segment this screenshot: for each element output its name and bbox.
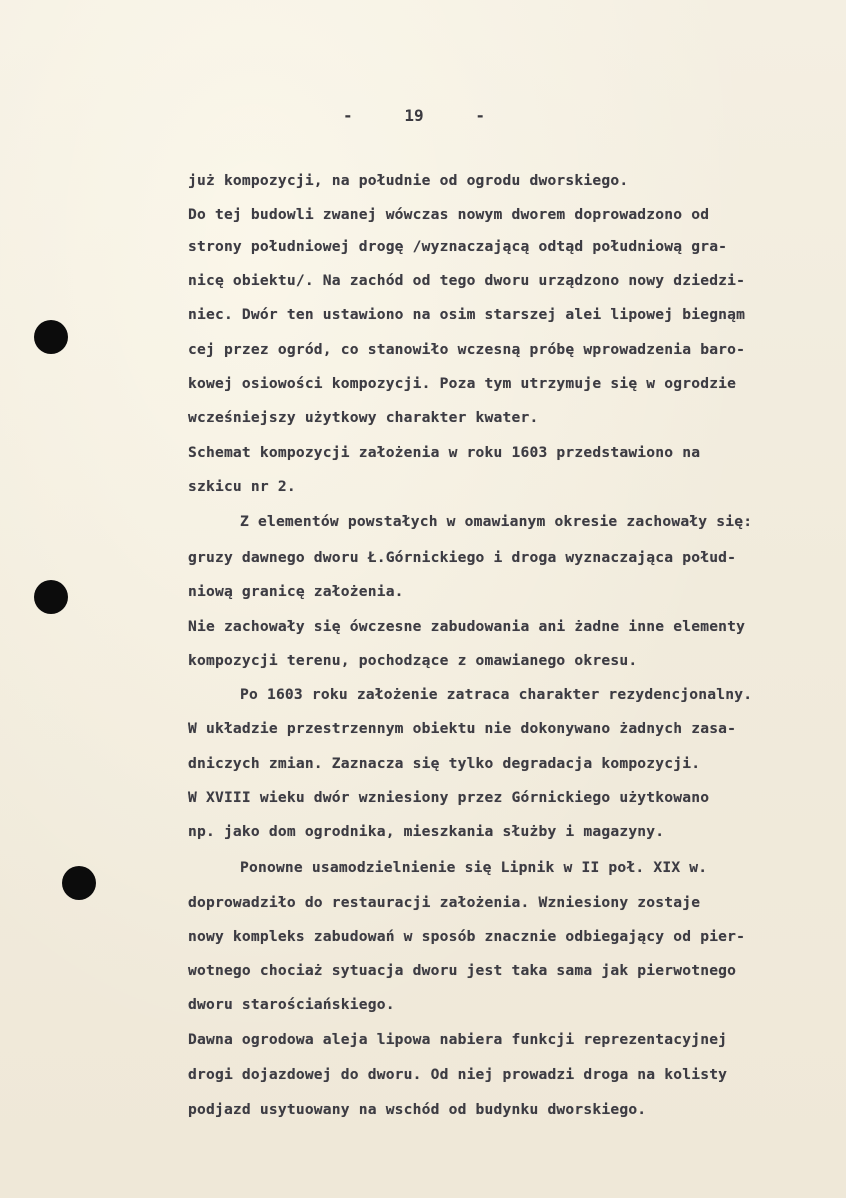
text-line: Ponowne usamodzielnienie się Lipnik w II poł. XIX w. bbox=[240, 859, 708, 876]
text-line: Dawna ogrodowa aleja lipowa nabiera funkcji reprezentacyjnej bbox=[188, 1031, 728, 1048]
text-line: kowej osiowości kompozycji. Poza tym utrzymuje się w ogrodzie bbox=[188, 375, 737, 392]
page-number bbox=[339, 106, 489, 130]
text-line: szkicu nr 2. bbox=[188, 478, 296, 495]
text-line: wcześniejszy użytkowy charakter kwater. bbox=[188, 409, 539, 426]
text-line: już kompozycji, na południe od ogrodu dworskiego. bbox=[188, 172, 629, 189]
page-number-dash: - bbox=[343, 106, 353, 125]
text-line: podjazd usytuowany na wschód od budynku dworskiego. bbox=[188, 1101, 647, 1118]
text-line: doprowadziło do restauracji założenia. Wzniesiony zostaje bbox=[188, 894, 701, 911]
page-number-dash: - bbox=[475, 106, 485, 125]
punch-hole bbox=[62, 866, 96, 900]
text-line: dniczych zmian. Zaznacza się tylko degradacja kompozycji. bbox=[188, 755, 701, 772]
text-line: cej przez ogród, co stanowiło wczesną próbę wprowadzenia baro- bbox=[188, 341, 746, 358]
text-line: gruzy dawnego dworu Ł.Górnickiego i droga wyznaczająca połud- bbox=[188, 549, 737, 566]
text-line: Z elementów powstałych w omawianym okresie zachowały się: bbox=[240, 513, 753, 530]
text-line: Do tej budowli zwanej wówczas nowym dworem doprowadzono od bbox=[188, 206, 710, 223]
text-line: drogi dojazdowej do dworu. Od niej prowadzi droga na kolisty bbox=[188, 1066, 728, 1083]
text-line: np. jako dom ogrodnika, mieszkania służby i magazyny. bbox=[188, 823, 665, 840]
text-line: W układzie przestrzennym obiektu nie dokonywano żadnych zasa- bbox=[188, 720, 737, 737]
page-number-value: 19 bbox=[404, 106, 424, 125]
text-line: nicę obiektu/. Na zachód od tego dworu urządzono nowy dziedzi- bbox=[188, 272, 746, 289]
text-line: kompozycji terenu, pochodzące z omawianego okresu. bbox=[188, 652, 638, 669]
text-line: W XVIII wieku dwór wzniesiony przez Górnickiego użytkowano bbox=[188, 789, 710, 806]
text-line: nowy kompleks zabudowań w sposób znacznie odbiegający od pier- bbox=[188, 928, 746, 945]
text-line: strony południowej drogę /wyznaczającą odtąd południową gra- bbox=[188, 238, 728, 255]
text-line: wotnego chociaż sytuacja dworu jest taka sama jak pierwotnego bbox=[188, 962, 737, 979]
punch-hole bbox=[34, 320, 68, 354]
text-line: Po 1603 roku założenie zatraca charakter rezydencjonalny. bbox=[240, 686, 753, 703]
text-line: niową granicę założenia. bbox=[188, 583, 404, 600]
text-line: dworu starościańskiego. bbox=[188, 996, 395, 1013]
text-line: niec. Dwór ten ustawiono na osim starszej alei lipowej biegnąm bbox=[188, 306, 746, 323]
text-line: Schemat kompozycji założenia w roku 1603 przedstawiono na bbox=[188, 444, 701, 461]
punch-hole bbox=[34, 580, 68, 614]
text-line: Nie zachowały się ówczesne zabudowania ani żadne inne elementy bbox=[188, 618, 746, 635]
